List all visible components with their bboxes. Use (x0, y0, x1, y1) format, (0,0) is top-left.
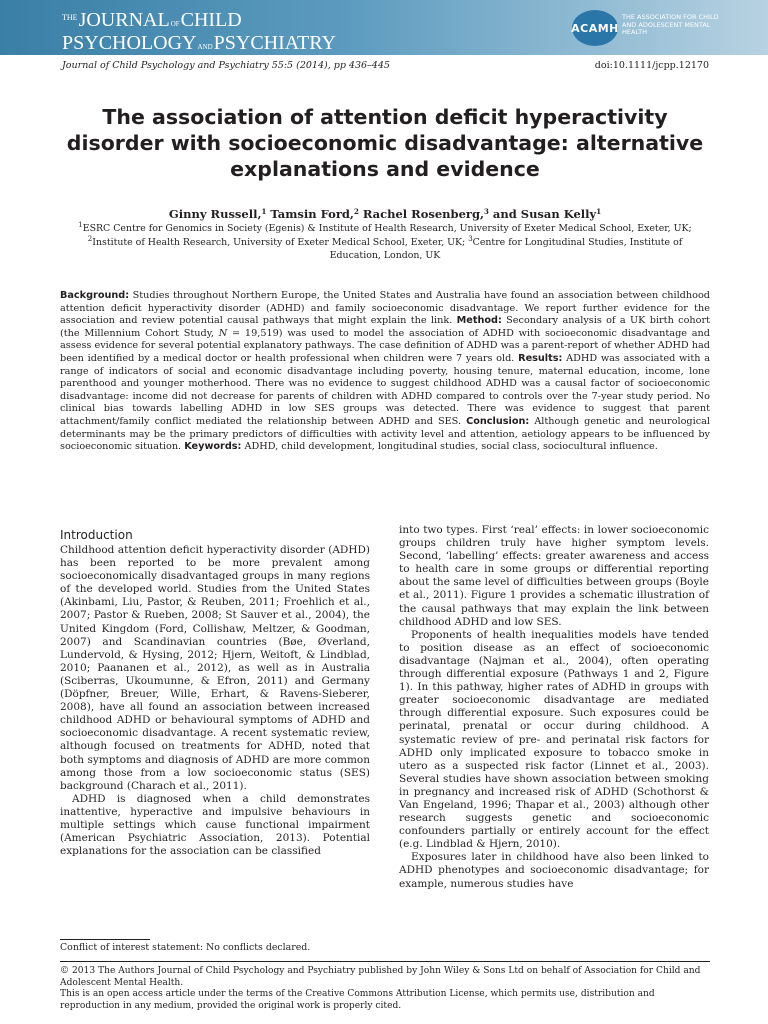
conflict-statement: Conflict of interest statement: No conflicts declared. (60, 942, 311, 953)
license-text: This is an open access article under the terms of the Creative Commons Attribution License, which permits use, distribution and reproduction in any medium, provided the original work is properly cited. (60, 989, 655, 1011)
body-column-left (60, 528, 370, 858)
copyright-notice (60, 966, 712, 1012)
author-name: Rachel Rosenberg, (362, 207, 485, 221)
journal-citation: Journal of Child Psychology and Psychiatry 55:5 (2014), pp 436–445 (62, 60, 390, 71)
author-affiliation-mark: 3 (484, 207, 489, 216)
journal-banner (0, 0, 768, 55)
abstract (60, 290, 710, 454)
abstract-method: Secondary analysis of a UK birth cohort (the Millennium Cohort Study, (60, 315, 710, 339)
abstract-n-symbol: N (218, 327, 228, 339)
author-affiliation-mark: 1 (261, 207, 267, 216)
abstract-keywords: ADHD, child development, longitudinal studies, social class, sociocultural influence. (241, 441, 658, 453)
affiliation-text: Centre for Longitudinal Studies, Institute of Education, London, UK (329, 236, 683, 261)
affiliations (62, 222, 708, 263)
abstract-method-cont: = 19,519) was used to model the association of ADHD with socioeconomic disadvantage and assess evidence for several potential explanatory pathways. The case definition of ADHD was a parent-report of whether ADHD had been identified by a medical doctor or health professional when children were 7 years old. (60, 327, 710, 364)
abstract-conclusion: Although genetic and neurological determinants may be the primary predictors of difficulties with activity level and attention, aetiology appears to be influenced by socioeconomic situation. (60, 415, 710, 453)
paragraph: Exposures later in childhood have also been linked to ADHD phenotypes and socioeconomic disadvantage; for example, numerous studies have (399, 851, 709, 890)
affiliation-mark: 1 (78, 221, 83, 229)
journal-logo-psychiatry: PSYCHIATRY (213, 32, 336, 54)
affiliation-text: ESRC Centre for Genomics in Society (Egenis) & Institute of Health Research, University of Exeter Medical School, Exeter, UK; (82, 223, 692, 234)
abstract-results: ADHD was associated with a range of indicators of social and economic disadvantage including poverty, housing tenure, maternal education, income, lone parenthood and younger motherhood. There was no evidence to suggest childhood ADHD was a causal factor of socioeconomic disadvantage: income did not decrease for parents of children with ADHD compared to controls over the 7-year study period. No clinical bias towards labelling ADHD in low SES groups was detected. There was evidence to suggest that parent attachment/family conflict mediated the relationship between ADHD and SES. (60, 352, 711, 427)
author-affiliation-mark: 1 (596, 207, 602, 216)
author-list (62, 207, 708, 221)
abstract-results-label: Results: (518, 352, 563, 364)
article-title: The association of attention deficit hyperactivity disorder with socioeconomic disadvantage: alternative explanations and evidence (66, 105, 704, 181)
journal-logo (62, 8, 336, 57)
acamh-tagline: THE ASSOCIATION FOR CHILD AND ADOLESCENT MENTAL HEALTH (622, 13, 719, 36)
paragraph: Childhood attention deficit hyperactivity disorder (ADHD) has been reported to be more prevalent among socioeconomically disadvantaged groups in many regions of the developed world. Studies from the United States (Akinbami, Liu, Pastor, & Reuben, 2011; Froehlich et al., 2007; Pastor & Rueben, 2008; St Sauver et al., 2004), the United Kingdom (Ford, Collishaw, Meltzer, & Goodman, 2007) and Scandinavian countries (Bøe, Øverland, Lundervold, & Hysing, 2012; Hjern, Weitoft, & Lindblad, 2010; Paananen et al., 2012), as well as in Australia (Sciberras, Ukoumunne, & Efron, 2011) and Germany (Döpfner, Breuer, Wille, Erhart, & Ravens-Sieberer, 2008), have all found an association between increased childhood ADHD or behavioural symptoms of ADHD and socioeconomic disadvantage. A recent systematic review, although focused on treatments for ADHD, noted that both symptoms and diagnosis of ADHD are more common among those from a low socioeconomic status (SES) background (Charach et al., 2011). (60, 544, 370, 792)
copyright-text: © 2013 The Authors Journal of Child Psychology and Psychiatry published by John Wiley & Sons Ltd on behalf of Association for Child and Adolescent Mental Health. (60, 966, 701, 988)
journal-logo-the: THE (62, 13, 78, 22)
affiliation-text: Institute of Health Research, University of Exeter Medical School, Exeter, UK; (92, 236, 469, 248)
journal-logo-of: OF (170, 20, 180, 28)
affiliation-mark: 2 (87, 234, 93, 243)
footnote-divider (60, 939, 150, 940)
acamh-logo-text: ACAMH (571, 21, 619, 35)
journal-logo-journal: JOURNAL (78, 9, 170, 31)
author-name: and Susan Kelly (492, 207, 597, 221)
journal-logo-child: CHILD (180, 9, 242, 31)
paragraph: ADHD is diagnosed when a child demonstrates inattentive, hyperactive and impulsive behaviours in multiple settings which cause functional impairment (American Psychiatric Association, 2013). Potential explanations for the association can be classified (60, 792, 370, 858)
section-heading-introduction: Introduction (60, 528, 133, 542)
journal-logo-psychology: PSYCHOLOGY (62, 32, 197, 54)
paragraph: Proponents of health inequalities models have tended to position disease as an effect of socioeconomic disadvantage (Najman et al., 2004), often operating through differential exposure (Pathways 1 and 2, Figure 1). In this pathway, higher rates of ADHD in groups with greater socioeconomic disadvantage are mediated through differential exposure. Such exposures could be perinatal, prenatal or occur during childhood. A systematic review of pre- and perinatal risk factors for ADHD only implicated exposure to tobacco smoke in utero as a suspected risk factor (Linnet et al., 2003). Several studies have shown association between smoking in pregnancy and increased risk of ADHD (Schothorst & Van Engeland, 1996; Thapar et al., 2003) although other research suggests genetic and socioeconomic confounders partially or entirely account for the effect (e.g. Lindblad & Hjern, 2010). (399, 628, 709, 851)
doi-link[interactable]: doi:10.1111/jcpp.12170 (594, 60, 709, 71)
affiliation-mark: 3 (468, 234, 473, 243)
acamh-logo-icon (572, 10, 618, 46)
abstract-keywords-label: Keywords: (184, 441, 242, 453)
paragraph: into two types. First ‘real’ effects: in lower socioeconomic groups children truly have higher symptom levels. Second, ‘labelling’ effects: greater awareness and access to health care in some groups or differential reporting about the same level of difficulties between groups (Boyle et al., 2011). Figure 1 provides a schematic illustration of the causal pathways that may explain the link between childhood ADHD and low SES. (399, 524, 709, 628)
footer-divider (60, 961, 710, 962)
author-name: Tamsin Ford, (270, 207, 354, 221)
body-column-right (399, 524, 709, 891)
abstract-background: Studies throughout Northern Europe, the United States and Australia have found an association between childhood attention deficit hyperactivity disorder (ADHD) and family socioeconomic disadvantage. We report further evidence for the association and review potential causal pathways that might explain the link. (60, 290, 710, 327)
author-affiliation-mark: 2 (353, 207, 359, 216)
author-name: Ginny Russell, (168, 207, 262, 221)
journal-logo-and: AND (197, 43, 213, 51)
abstract-conclusion-label: Conclusion: (466, 415, 530, 427)
abstract-method-label: Method: (456, 315, 502, 327)
abstract-background-label: Background: (60, 290, 130, 301)
